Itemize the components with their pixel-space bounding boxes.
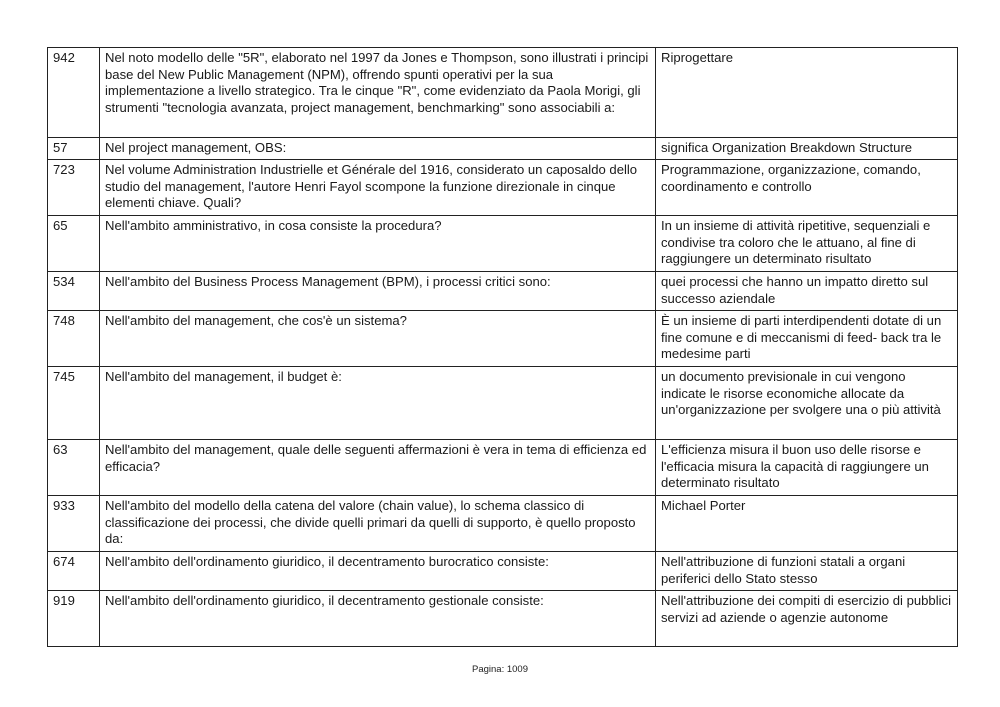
question-id: 748 xyxy=(48,311,100,367)
table-row xyxy=(48,552,958,591)
page-number: Pagina: 1009 xyxy=(472,664,528,675)
question-id: 534 xyxy=(48,272,100,311)
table-row xyxy=(48,367,958,440)
quiz-table-body xyxy=(48,48,958,647)
answer-text: L'efficienza misura il buon uso delle risorse e l'efficacia misura la capacità di raggiungere un determinato risultato xyxy=(656,440,958,496)
question-text: Nel volume Administration Industrielle et Générale del 1916, considerato un caposaldo dello studio del management, l'autore Henri Fayol scompone la funzione direzionale in cinque elementi chiave. Quali? xyxy=(100,160,656,216)
question-id: 63 xyxy=(48,440,100,496)
answer-text: quei processi che hanno un impatto diretto sul successo aziendale xyxy=(656,272,958,311)
answer-text: Michael Porter xyxy=(656,496,958,552)
answer-text: Nell'attribuzione dei compiti di esercizio di pubblici servizi ad aziende o agenzie autonome xyxy=(656,591,958,647)
question-id: 745 xyxy=(48,367,100,440)
table-row xyxy=(48,216,958,272)
answer-text: un documento previsionale in cui vengono indicate le risorse economiche allocate da un'organizzazione per svolgere una o più attività xyxy=(656,367,958,440)
question-text: Nell'ambito del management, che cos'è un sistema? xyxy=(100,311,656,367)
question-text: Nel noto modello delle "5R", elaborato nel 1997 da Jones e Thompson, sono illustrati i principi base del New Public Management (NPM), offrendo spunti operativi per la sua implementazione a livello strategico. Tra le cinque "R", come evidenziato da Paola Morigi, gli strumenti "tecnologia avanzata, project management, benchmarking" sono associabili a: xyxy=(100,48,656,138)
table-row xyxy=(48,48,958,138)
question-text: Nell'ambito del management, il budget è: xyxy=(100,367,656,440)
table-row xyxy=(48,591,958,647)
table-row xyxy=(48,138,958,160)
table-row xyxy=(48,496,958,552)
question-id: 57 xyxy=(48,138,100,160)
question-id: 723 xyxy=(48,160,100,216)
answer-text: Riprogettare xyxy=(656,48,958,138)
answer-text: Programmazione, organizzazione, comando, coordinamento e controllo xyxy=(656,160,958,216)
question-text: Nell'ambito del modello della catena del valore (chain value), lo schema classico di classificazione dei processi, che divide quelli primari da quelli di supporto, è quello proposto da: xyxy=(100,496,656,552)
question-id: 942 xyxy=(48,48,100,138)
question-text: Nel project management, OBS: xyxy=(100,138,656,160)
question-text: Nell'ambito del Business Process Management (BPM), i processi critici sono: xyxy=(100,272,656,311)
table-row xyxy=(48,440,958,496)
table-row xyxy=(48,311,958,367)
table-row xyxy=(48,160,958,216)
question-text: Nell'ambito dell'ordinamento giuridico, il decentramento burocratico consiste: xyxy=(100,552,656,591)
table-row xyxy=(48,272,958,311)
quiz-table xyxy=(47,47,958,647)
answer-text: In un insieme di attività ripetitive, sequenziali e condivise tra coloro che le attuano, al fine di raggiungere un determinato risultato xyxy=(656,216,958,272)
answer-text: È un insieme di parti interdipendenti dotate di un fine comune e di meccanismi di feed- back tra le medesime parti xyxy=(656,311,958,367)
question-text: Nell'ambito dell'ordinamento giuridico, il decentramento gestionale consiste: xyxy=(100,591,656,647)
question-id: 65 xyxy=(48,216,100,272)
question-text: Nell'ambito amministrativo, in cosa consiste la procedura? xyxy=(100,216,656,272)
question-id: 674 xyxy=(48,552,100,591)
question-id: 919 xyxy=(48,591,100,647)
answer-text: significa Organization Breakdown Structure xyxy=(656,138,958,160)
question-text: Nell'ambito del management, quale delle seguenti affermazioni è vera in tema di efficienza ed efficacia? xyxy=(100,440,656,496)
question-id: 933 xyxy=(48,496,100,552)
answer-text: Nell'attribuzione di funzioni statali a organi periferici dello Stato stesso xyxy=(656,552,958,591)
